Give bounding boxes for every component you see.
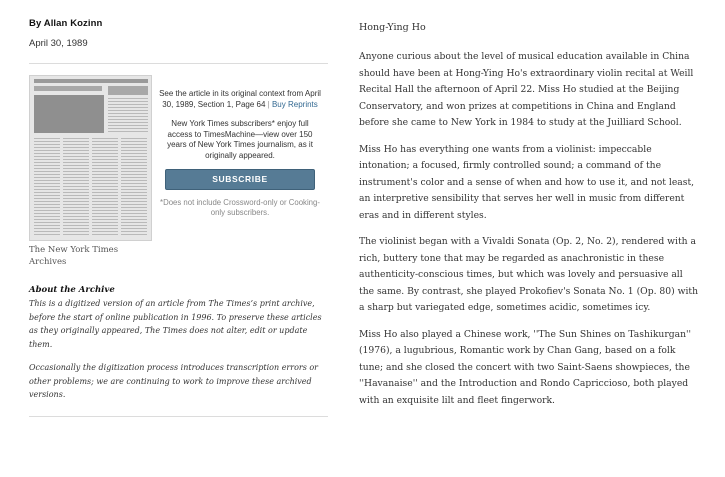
thumbnail-caption: The New York Times Archives [29, 245, 119, 267]
about-paragraph: This is a digitized version of an article from The Times’s print archive, before the start of online publication in 1996. To preserve these articles as they originally appeared, The Times does not alter, edit or update them. [29, 299, 322, 349]
left-column [29, 18, 328, 417]
article-paragraph: Miss Ho has everything one wants from a violinist: impeccable intonation; a focused, firmly controlled sound; a command of the instrument's color and a sense of when and how to use it, and not least, an interpretive sensibility that serves her well in music from different eras and in different styles. [359, 143, 695, 221]
buy-reprints-link[interactable]: Buy Reprints [271, 99, 318, 109]
subscription-note: *Does not include Crossword-only or Cooking-only subscribers. [160, 198, 320, 217]
about-heading: About the Archive [29, 285, 115, 295]
subscribe-button[interactable]: SUBSCRIBE [165, 169, 315, 190]
about-paragraph: Occasionally the digitization process introduces transcription errors or other problems; we are continuing to work to improve these archived versions. [29, 363, 318, 399]
divider [29, 416, 328, 417]
article-title: Hong-Ying Ho [359, 22, 426, 33]
original-context-link[interactable]: See the article in its original context from April 30, 1989, Section 1, Page 64 [159, 89, 321, 109]
byline: By Allan Kozinn [29, 18, 103, 29]
about-the-archive [29, 285, 328, 402]
article-paragraph: Anyone curious about the level of musical education available in China should have been at Hong-Ying Ho's extraordinary violin recital at Weill Recital Hall the afternoon of April 22. Miss Ho studied at the Beijing Conservatory, and won prizes at competitions in China and England before she came to New York in 1984 to study at the Juilliard School. [359, 51, 694, 128]
timesmachine-cta [159, 89, 321, 218]
subscribers-text: New York Times subscribers* enjoy full access to TimesMachine—view over 150 years of New York Times journalism, as it originally appeared. [167, 119, 313, 160]
archive-page-thumbnail[interactable] [29, 75, 152, 241]
separator: | [267, 99, 270, 109]
article-paragraph: The violinist began with a Vivaldi Sonata (Op. 2, No. 2), rendered with a rich, buttery tone that may be regarded as anachronistic in these authenticity-conscious times, but which was lovely and persuasive all the same. By contrast, she played Prokofiev's Sonata No. 1 (Op. 80) with a sharp but variegated edge, sometimes acidic, sometimes icy. [359, 236, 699, 313]
archive-promo [29, 75, 328, 275]
publish-date: April 30, 1989 [29, 38, 88, 49]
article-column [359, 22, 699, 409]
divider [29, 63, 328, 64]
article-body [359, 49, 699, 409]
article-paragraph: Miss Ho also played a Chinese work, ''The Sun Shines on Tashikurgan'' (1976), a lugubrious, Romantic work by Chan Gang, based on a folk tune; and she closed the concert with two Saint-Saens showpieces, the ''Havanaise'' and the Introduction and Rondo Capriccioso, both played with an exquisite lilt and fleet fingerwork. [359, 328, 692, 406]
